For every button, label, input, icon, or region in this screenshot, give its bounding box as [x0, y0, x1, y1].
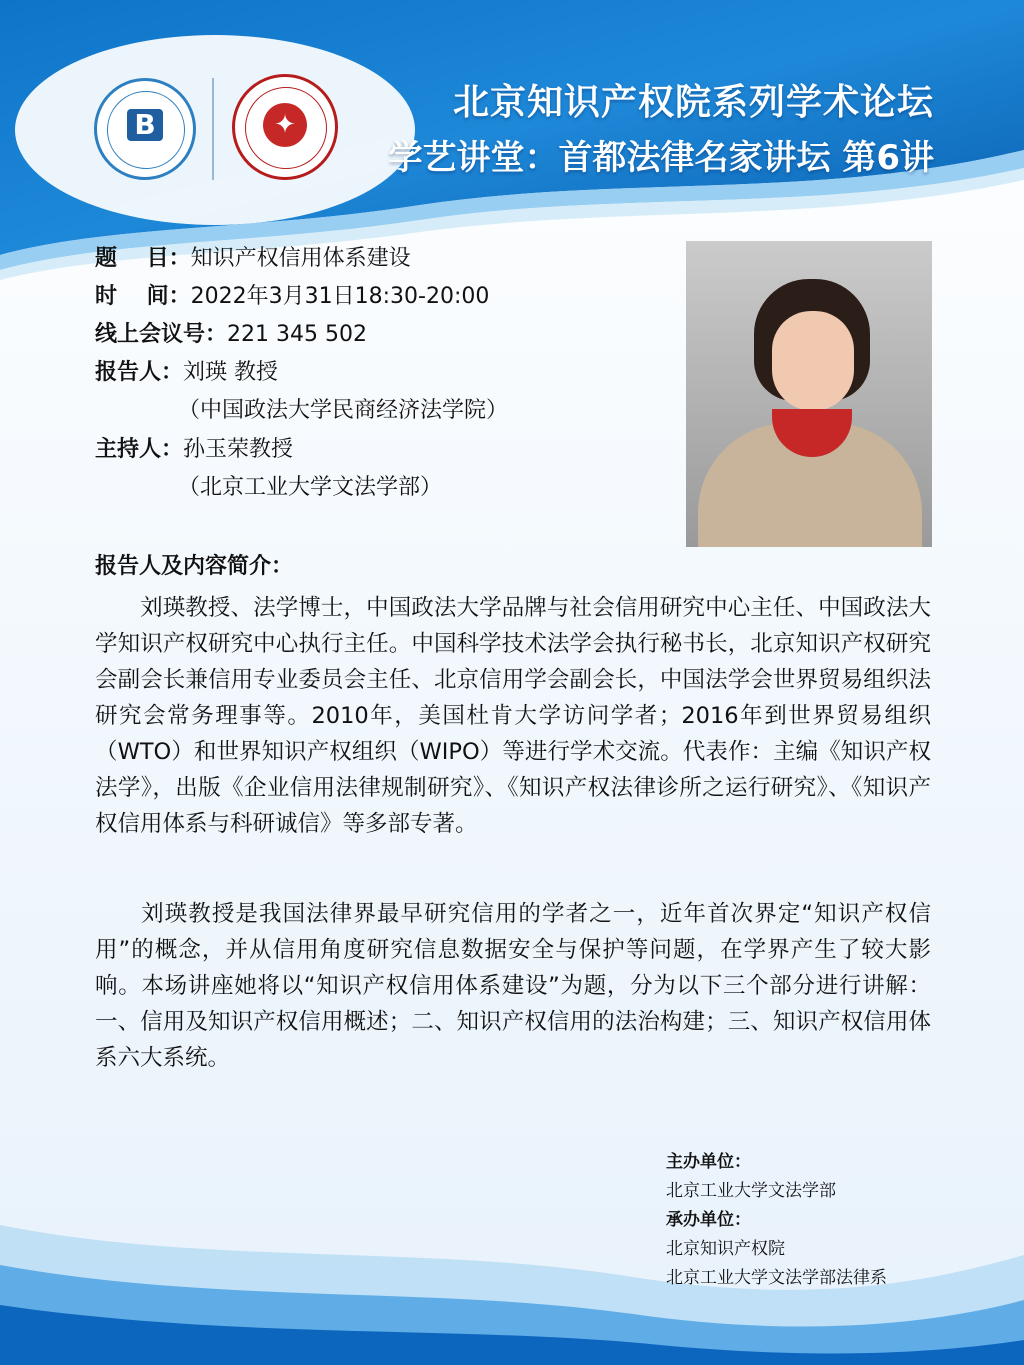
info-meeting	[95, 316, 367, 354]
logo-divider	[212, 78, 214, 180]
info-speaker	[95, 354, 278, 392]
speaker-org: （中国政法大学民商经济法学院）	[178, 398, 509, 423]
info-topic	[95, 240, 411, 278]
info-time	[95, 278, 489, 316]
co-organizer-name: 北京知识产权院	[666, 1239, 785, 1259]
meeting-label: 线上会议号：	[95, 322, 228, 347]
bjut-logo	[94, 78, 196, 180]
host-org: （北京工业大学文法学部）	[178, 475, 443, 500]
info-host	[95, 431, 293, 469]
meeting-value: 221 345 502	[227, 322, 367, 347]
topic-value: 知识产权信用体系建设	[190, 246, 411, 271]
co-organizer-label: 承办单位：	[666, 1210, 751, 1230]
time-value: 2022年3月31日18:30-20:00	[190, 284, 490, 309]
faculty-logo	[232, 74, 338, 180]
intro-paragraph-2	[95, 896, 931, 1076]
logo-mark: ✦	[263, 103, 307, 147]
intro-paragraph-2-text: 刘瑛教授是我国法律界最早研究信用的学者之一，近年首次界定“知识产权信用”的概念，并从信用角度研究信息数据安全与保护等问题，在学界产生了较大影响。本场讲座她将以“知识产权信用体系建设”为题，分为以下三个部分进行讲解：一、信用及知识产权信用概述；二、知识产权信用的法治构建；三、知识产权信用体系六大系统。	[95, 901, 931, 1071]
forum-title: 北京知识产权院系列学术论坛	[452, 82, 934, 123]
intro-title: 报告人及内容简介：	[95, 554, 294, 579]
intro-paragraph-1-text: 刘瑛教授、法学博士，中国政法大学品牌与社会信用研究中心主任、中国政法大学知识产权研究中心执行主任。中国科学技术法学会执行秘书长，北京知识产权研究会副会长兼信用专业委员会主任、北京信用学会副会长，中国法学会世界贸易组织法研究会常务理事等。2010年，美国杜肯大学访问学者；2016年到世界贸易组织（WTO）和世界知识产权组织（WIPO）等进行学术交流。代表作：主编《知识产权法学》，出版《企业信用法律规制研究》、《知识产权法律诊所之运行研究》、《知识产权信用体系与科研诚信》等多部专著。	[95, 595, 931, 837]
speaker-photo	[686, 241, 932, 547]
sponsor-label: 主办单位：	[666, 1152, 751, 1172]
topic-label: 题 目：	[95, 246, 191, 271]
speaker-value: 刘瑛 教授	[183, 360, 279, 385]
lecture-subtitle: 学艺讲堂：首都法律名家讲坛 第6讲	[388, 138, 934, 178]
time-label: 时 间：	[95, 284, 191, 309]
speaker-label: 报告人：	[95, 360, 184, 385]
host-label: 主持人：	[95, 437, 184, 462]
host-value: 孙玉荣教授	[183, 437, 294, 462]
photo-face	[772, 311, 854, 411]
organizers	[666, 1148, 887, 1293]
co-organizer-name: 北京工业大学文法学部法律系	[666, 1268, 887, 1288]
sponsor-name: 北京工业大学文法学部	[666, 1181, 836, 1201]
intro-paragraph-1	[95, 590, 931, 842]
logo-mark: B	[127, 109, 163, 141]
